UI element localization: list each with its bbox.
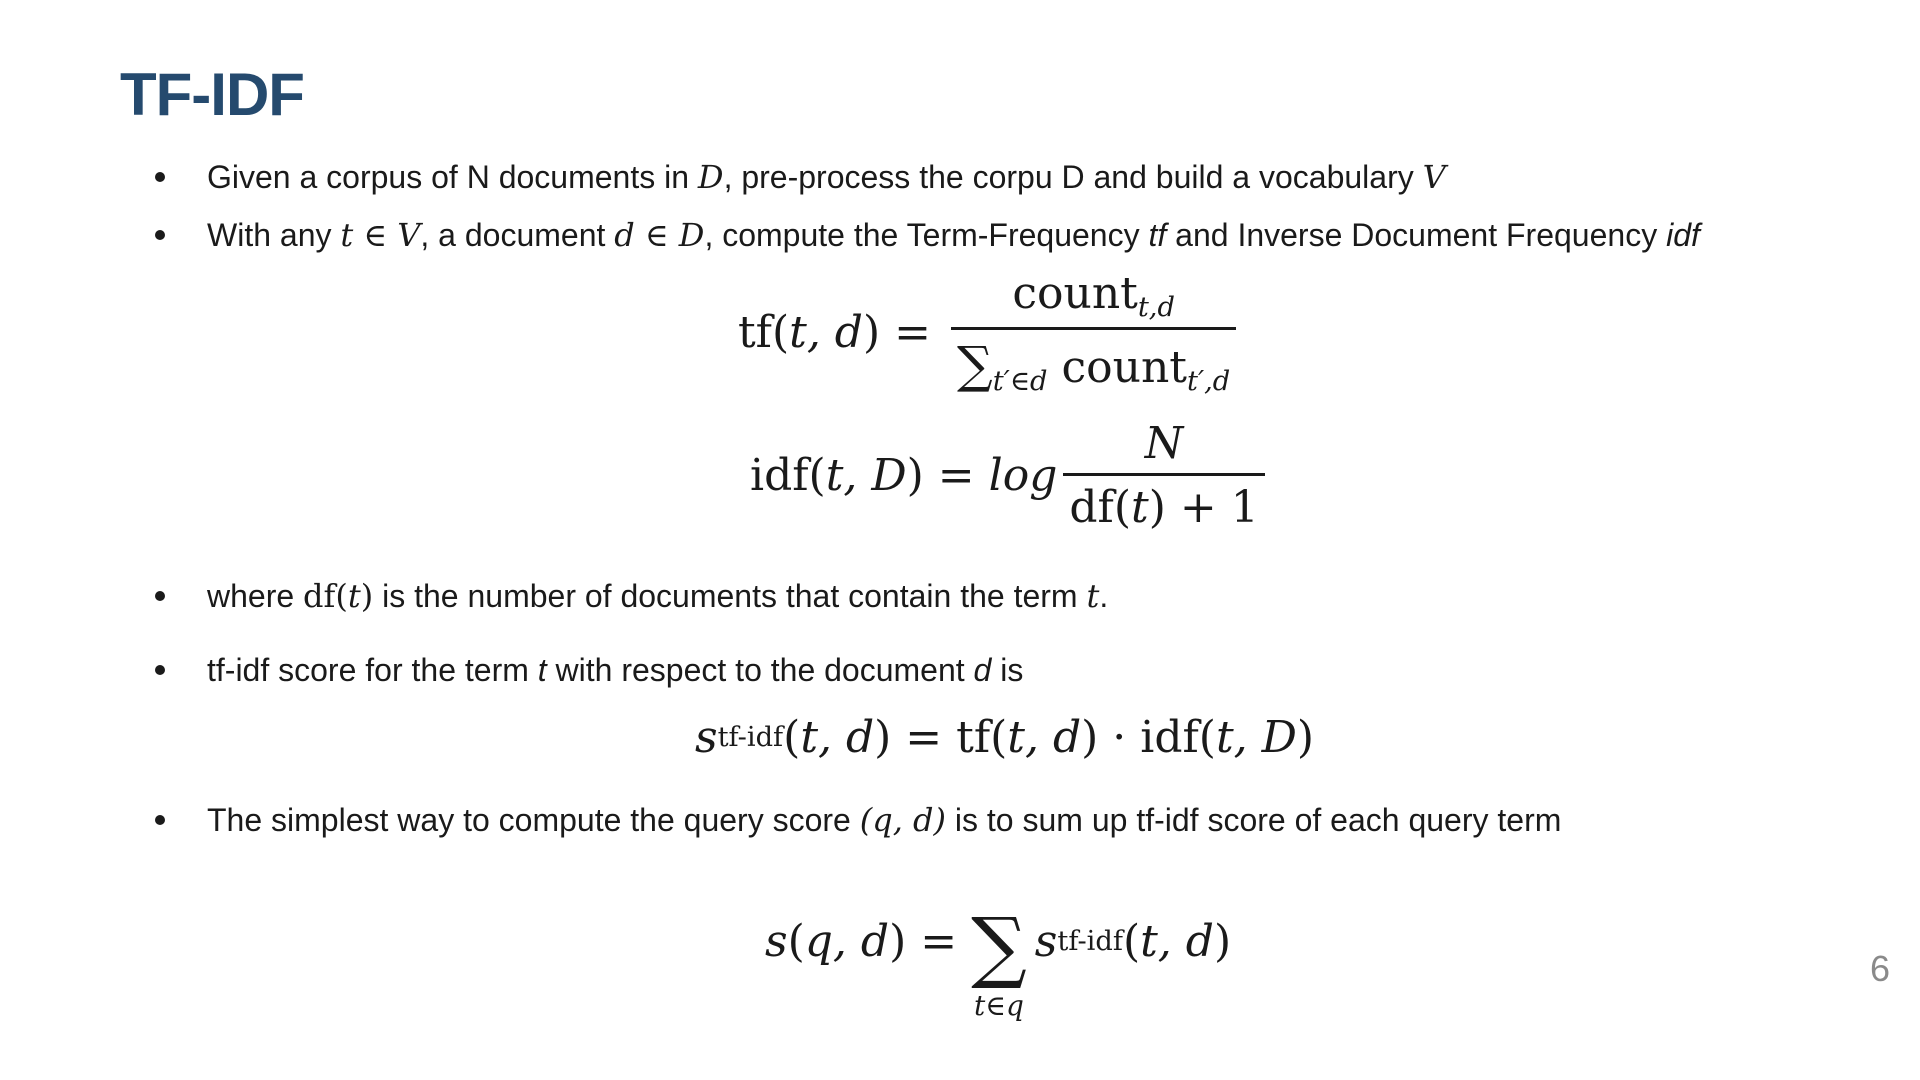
- eq-var: s: [765, 915, 788, 967]
- bullet-tfidf-score: [175, 650, 1023, 690]
- sum-operator: [971, 902, 1027, 1022]
- eq-var: s: [695, 712, 718, 763]
- bullet-dot: [155, 230, 165, 240]
- eq-text: ) + 1: [1148, 482, 1259, 533]
- text-segment: The simplest way to compute the query score: [207, 802, 860, 838]
- eq-text: (: [783, 712, 801, 763]
- eq-var: s: [1034, 915, 1058, 967]
- eq-var: t: [1131, 482, 1149, 533]
- italic-d: d: [973, 652, 992, 688]
- eq-subscript: t,d: [1137, 292, 1175, 324]
- slide-title: TF-IDF: [120, 61, 304, 128]
- idf-equation: [750, 418, 1271, 533]
- text-segment: , pre-process the corpu D and build a vocabulary: [723, 159, 1423, 195]
- eq-var: t, d: [800, 712, 875, 763]
- text-segment: is: [991, 652, 1024, 688]
- eq-var: t, D: [1215, 712, 1297, 763]
- bullet-text: [207, 578, 1108, 614]
- eq-text: count: [1047, 342, 1187, 394]
- tf-denominator: [951, 327, 1236, 397]
- eq-text: idf(: [750, 450, 826, 501]
- math-df: df(: [303, 577, 348, 615]
- eq-text: ) = tf(: [874, 712, 1008, 763]
- eq-var: t, D: [825, 450, 907, 501]
- bullet-dot: [155, 591, 165, 601]
- eq-subscript: tf-idf: [717, 722, 784, 753]
- eq-subscript: tf-idf: [1057, 925, 1123, 957]
- math-t: t: [1086, 577, 1100, 615]
- italic-tf: tf: [1148, 217, 1167, 253]
- eq-text: ) =: [906, 450, 989, 501]
- eq-var: t, d: [1007, 712, 1082, 763]
- query-score-equation: [765, 862, 1231, 1020]
- idf-numerator: N: [1144, 418, 1184, 469]
- bullet-text: [207, 802, 1561, 838]
- text-segment: With any: [207, 217, 341, 253]
- math-t: t: [347, 577, 361, 615]
- bullet-corpus: [175, 157, 1446, 197]
- tfidf-score-equation: [695, 712, 1314, 763]
- text-segment: Given a corpus of N documents in: [207, 159, 698, 195]
- bullet-compute: [175, 215, 1700, 255]
- bullet-text: [207, 159, 1446, 195]
- text-segment: where: [207, 578, 304, 614]
- sum-symbol: ∑: [971, 902, 1027, 992]
- eq-subscript: t′∈d: [992, 366, 1048, 398]
- eq-subscript: t′,d: [1186, 366, 1231, 398]
- sum-symbol: ∑: [957, 336, 993, 395]
- text-segment: , a document: [420, 217, 615, 253]
- text-segment: tf-idf score for the term: [207, 652, 538, 688]
- text-segment: .: [1099, 578, 1109, 614]
- italic-idf: idf: [1666, 217, 1700, 253]
- eq-text: ): [1213, 915, 1232, 967]
- math-paren: ): [360, 577, 374, 615]
- page-number: 6: [1869, 948, 1890, 989]
- text-segment: with respect to the document: [546, 652, 974, 688]
- bullet-text: [207, 652, 1023, 688]
- bullet-dot: [155, 815, 165, 825]
- math-d-in-D: d ∈ D: [614, 216, 705, 254]
- math-q-d: (q, d): [859, 801, 947, 839]
- bullet-query-score: [175, 800, 1561, 840]
- tf-fraction: [951, 268, 1236, 397]
- math-D: D: [697, 158, 724, 196]
- sum-limit: t∈q: [974, 989, 1024, 1022]
- math-t-in-V: t ∈ V: [340, 216, 421, 254]
- bullet-dot: [155, 172, 165, 182]
- eq-text: tf(: [738, 307, 790, 359]
- eq-text: (: [787, 915, 805, 967]
- eq-log: log: [988, 450, 1058, 501]
- tf-equation: [738, 268, 1242, 397]
- eq-text: ): [1296, 712, 1315, 763]
- eq-text: ) =: [862, 307, 931, 359]
- text-segment: is the number of documents that contain the term: [373, 578, 1087, 614]
- eq-text: ) =: [889, 915, 958, 967]
- idf-denominator: [1063, 473, 1264, 533]
- eq-text: ) · idf(: [1081, 712, 1216, 763]
- bullet-dot: [155, 665, 165, 675]
- tf-numerator: [1006, 268, 1181, 327]
- text-segment: is to sum up tf-idf score of each query term: [946, 802, 1562, 838]
- text-segment: and Inverse Document Frequency: [1166, 217, 1667, 253]
- eq-text: (: [1122, 915, 1141, 967]
- eq-var: t, d: [1140, 915, 1214, 967]
- text-segment: , compute the Term-Frequency: [704, 217, 1149, 253]
- idf-fraction: [1063, 418, 1264, 533]
- eq-text: df(: [1069, 482, 1132, 533]
- math-V: V: [1422, 158, 1446, 196]
- eq-var: t, d: [789, 307, 863, 359]
- bullet-df-definition: [175, 576, 1108, 616]
- eq-text: count: [1012, 268, 1138, 319]
- eq-var: q, d: [804, 915, 890, 967]
- bullet-text: [207, 217, 1700, 253]
- italic-t: t: [537, 652, 547, 688]
